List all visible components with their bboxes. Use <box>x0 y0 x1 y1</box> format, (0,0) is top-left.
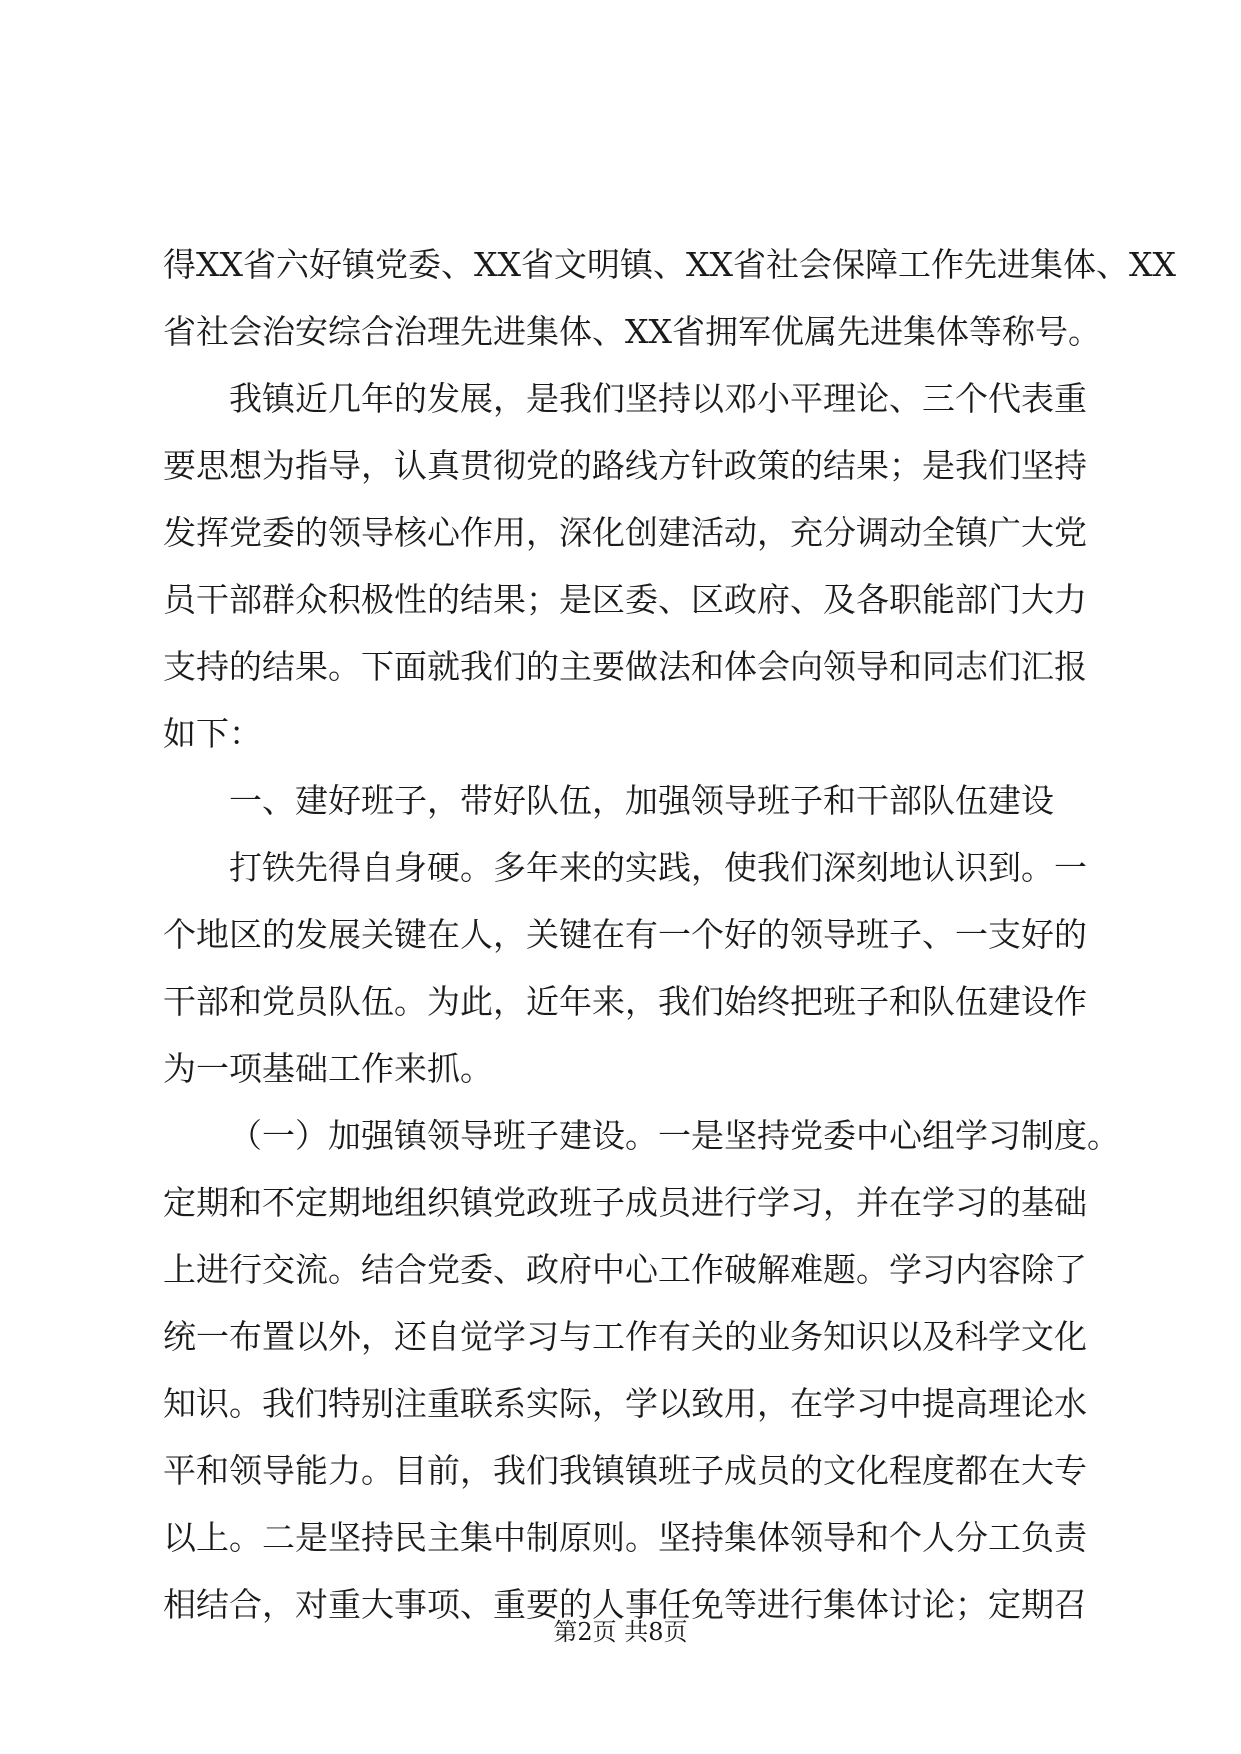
page-number-footer: 第2页 共8页 <box>553 1618 688 1646</box>
document-body <box>163 231 1176 1638</box>
text-line: 干部和党员队伍。为此，近年来，我们始终把班子和队伍建设作 <box>163 982 1087 1021</box>
text-line: 发挥党委的领导核心作用，深化创建活动，充分调动全镇广大党 <box>163 513 1087 552</box>
text-line: 定期和不定期地组织镇党政班子成员进行学习，并在学习的基础 <box>163 1183 1087 1222</box>
text-line: 统一布置以外，还自觉学习与工作有关的业务知识以及科学文化 <box>163 1317 1087 1356</box>
text-line: 如下： <box>163 714 262 753</box>
text-line: 得XX省六好镇党委、XX省文明镇、XX省社会保障工作先进集体、XX <box>163 245 1176 284</box>
text-line: 打铁先得自身硬。多年来的实践，使我们深刻地认识到。一 <box>229 848 1087 887</box>
text-line: 上进行交流。结合党委、政府中心工作破解难题。学习内容除了 <box>163 1250 1087 1289</box>
text-line: 员干部群众积极性的结果；是区委、区政府、及各职能部门大力 <box>163 580 1087 619</box>
text-line: 平和领导能力。目前，我们我镇镇班子成员的文化程度都在大专 <box>163 1451 1087 1490</box>
text-line: 知识。我们特别注重联系实际，学以致用，在学习中提高理论水 <box>163 1384 1087 1423</box>
text-line: 要思想为指导，认真贯彻党的路线方针政策的结果；是我们坚持 <box>163 446 1087 485</box>
text-line: 以上。二是坚持民主集中制原则。坚持集体领导和个人分工负责 <box>163 1518 1087 1557</box>
text-line: （一）加强镇领导班子建设。一是坚持党委中心组学习制度。 <box>229 1116 1120 1155</box>
text-line: 省社会治安综合治理先进集体、XX省拥军优属先进集体等称号。 <box>163 312 1101 351</box>
text-line: 相结合，对重大事项、重要的人事任免等进行集体讨论；定期召 <box>163 1585 1087 1624</box>
text-line: 支持的结果。下面就我们的主要做法和体会向领导和同志们汇报 <box>163 647 1087 686</box>
text-line: 为一项基础工作来抓。 <box>163 1049 493 1088</box>
text-line: 我镇近几年的发展，是我们坚持以邓小平理论、三个代表重 <box>229 379 1087 418</box>
section-heading: 一、建好班子，带好队伍，加强领导班子和干部队伍建设 <box>229 781 1054 820</box>
text-line: 个地区的发展关键在人，关键在有一个好的领导班子、一支好的 <box>163 915 1087 954</box>
